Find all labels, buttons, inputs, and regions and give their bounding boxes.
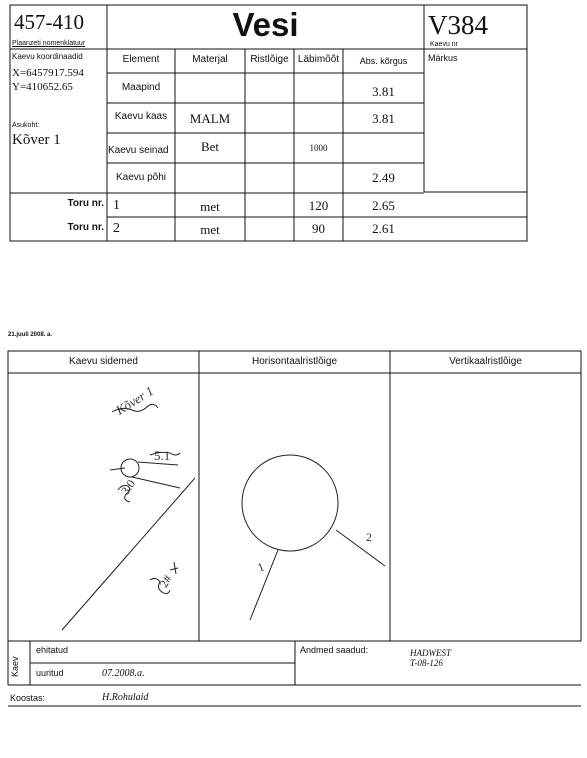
nomenclature-value: 457-410: [14, 10, 84, 34]
pipe-material: met: [200, 199, 220, 214]
surveyed-label: uuritud: [36, 668, 64, 678]
data-received-value-2: T-08-126: [410, 658, 443, 668]
street-line: [62, 478, 195, 630]
pipe-material: met: [200, 222, 220, 237]
row-element: Kaevu seinad: [108, 145, 169, 156]
well-number-value: V384: [428, 10, 488, 40]
row-material: Bet: [200, 139, 220, 154]
col-elevation-header: Abs. kõrgus: [359, 56, 408, 66]
pipe-1-label: 1: [255, 559, 267, 575]
pipe-label-handwritten: 2#: [156, 572, 175, 590]
row-diameter: 1000: [309, 143, 328, 153]
compiled-value: H.Rohulaid: [102, 692, 149, 703]
well-label-cell: [8, 641, 30, 685]
pipe-label: Toru nr.: [67, 222, 104, 233]
row-element: Kaevu põhi: [115, 172, 167, 183]
coords-label: Kaevu koordinaadid: [12, 52, 83, 61]
pipe-elevation: 2.61: [372, 221, 395, 236]
col-element-header: Element: [122, 54, 160, 65]
col-connections-title: Kaevu sidemed: [69, 356, 138, 367]
well-label: Kaev: [10, 656, 20, 677]
pipe-diameter: 90: [312, 221, 325, 236]
surveyed-value: 07.2008.a.: [102, 668, 145, 679]
built-label: ehitatud: [36, 645, 69, 655]
row-element: Kaevu kaas: [114, 111, 168, 122]
page-title: Vesi: [232, 6, 299, 43]
row-elevation: 2.49: [372, 170, 395, 185]
dimension-2-handwritten: 3.0: [118, 477, 139, 498]
pipe-1-line: [250, 550, 278, 620]
row-element: Maapind: [121, 82, 161, 93]
dimension-1-handwritten: 5.1: [154, 448, 171, 463]
well-number-label: Kaevu nr: [430, 41, 459, 48]
col-diameter-header: Läbimõõt: [297, 54, 340, 65]
data-received-value-1: HADWEST: [410, 648, 451, 658]
well-connections-sketch: [62, 404, 195, 630]
horizontal-section-drawing: [242, 455, 385, 620]
pipe-number: 2: [113, 221, 120, 236]
row-elevation: 3.81: [372, 111, 395, 126]
row-elevation: 3.81: [372, 84, 395, 99]
well-section-circle: [242, 455, 338, 551]
col-vertical-title: Vertikaalristlõige: [449, 356, 522, 367]
pipe-label: Toru nr.: [67, 198, 104, 209]
col-material-header: Materjal: [192, 54, 228, 65]
pipe-2-line: [336, 530, 385, 566]
location-label: Asukoht:: [12, 122, 40, 129]
remarks-label: Märkus: [428, 53, 458, 63]
location-value: Kõver 1: [12, 132, 61, 148]
pipe-number: 1: [113, 198, 120, 213]
pipe-elevation: 2.65: [372, 198, 395, 213]
x-coordinate: X=6457917.594: [12, 67, 84, 79]
data-received-label: Andmed saadud:: [300, 645, 369, 655]
col-section-header: Ristlõige: [250, 54, 289, 65]
pipe-diameter: 120: [308, 198, 329, 213]
row-material: MALM: [189, 111, 231, 126]
sketch-frame: [8, 351, 581, 641]
col-horizontal-title: Horisontaalristlõige: [251, 356, 338, 367]
pipe-2-label: 2: [366, 530, 372, 544]
nomenclature-label: Plaanzeti nomenklatuur: [12, 40, 86, 47]
compiled-label: Koostas:: [10, 693, 46, 703]
y-coordinate: Y=410652.65: [12, 81, 73, 93]
date-note: 21.juuli 2008. a.: [8, 332, 53, 338]
street-label-handwritten: Kõver 1: [113, 382, 157, 418]
